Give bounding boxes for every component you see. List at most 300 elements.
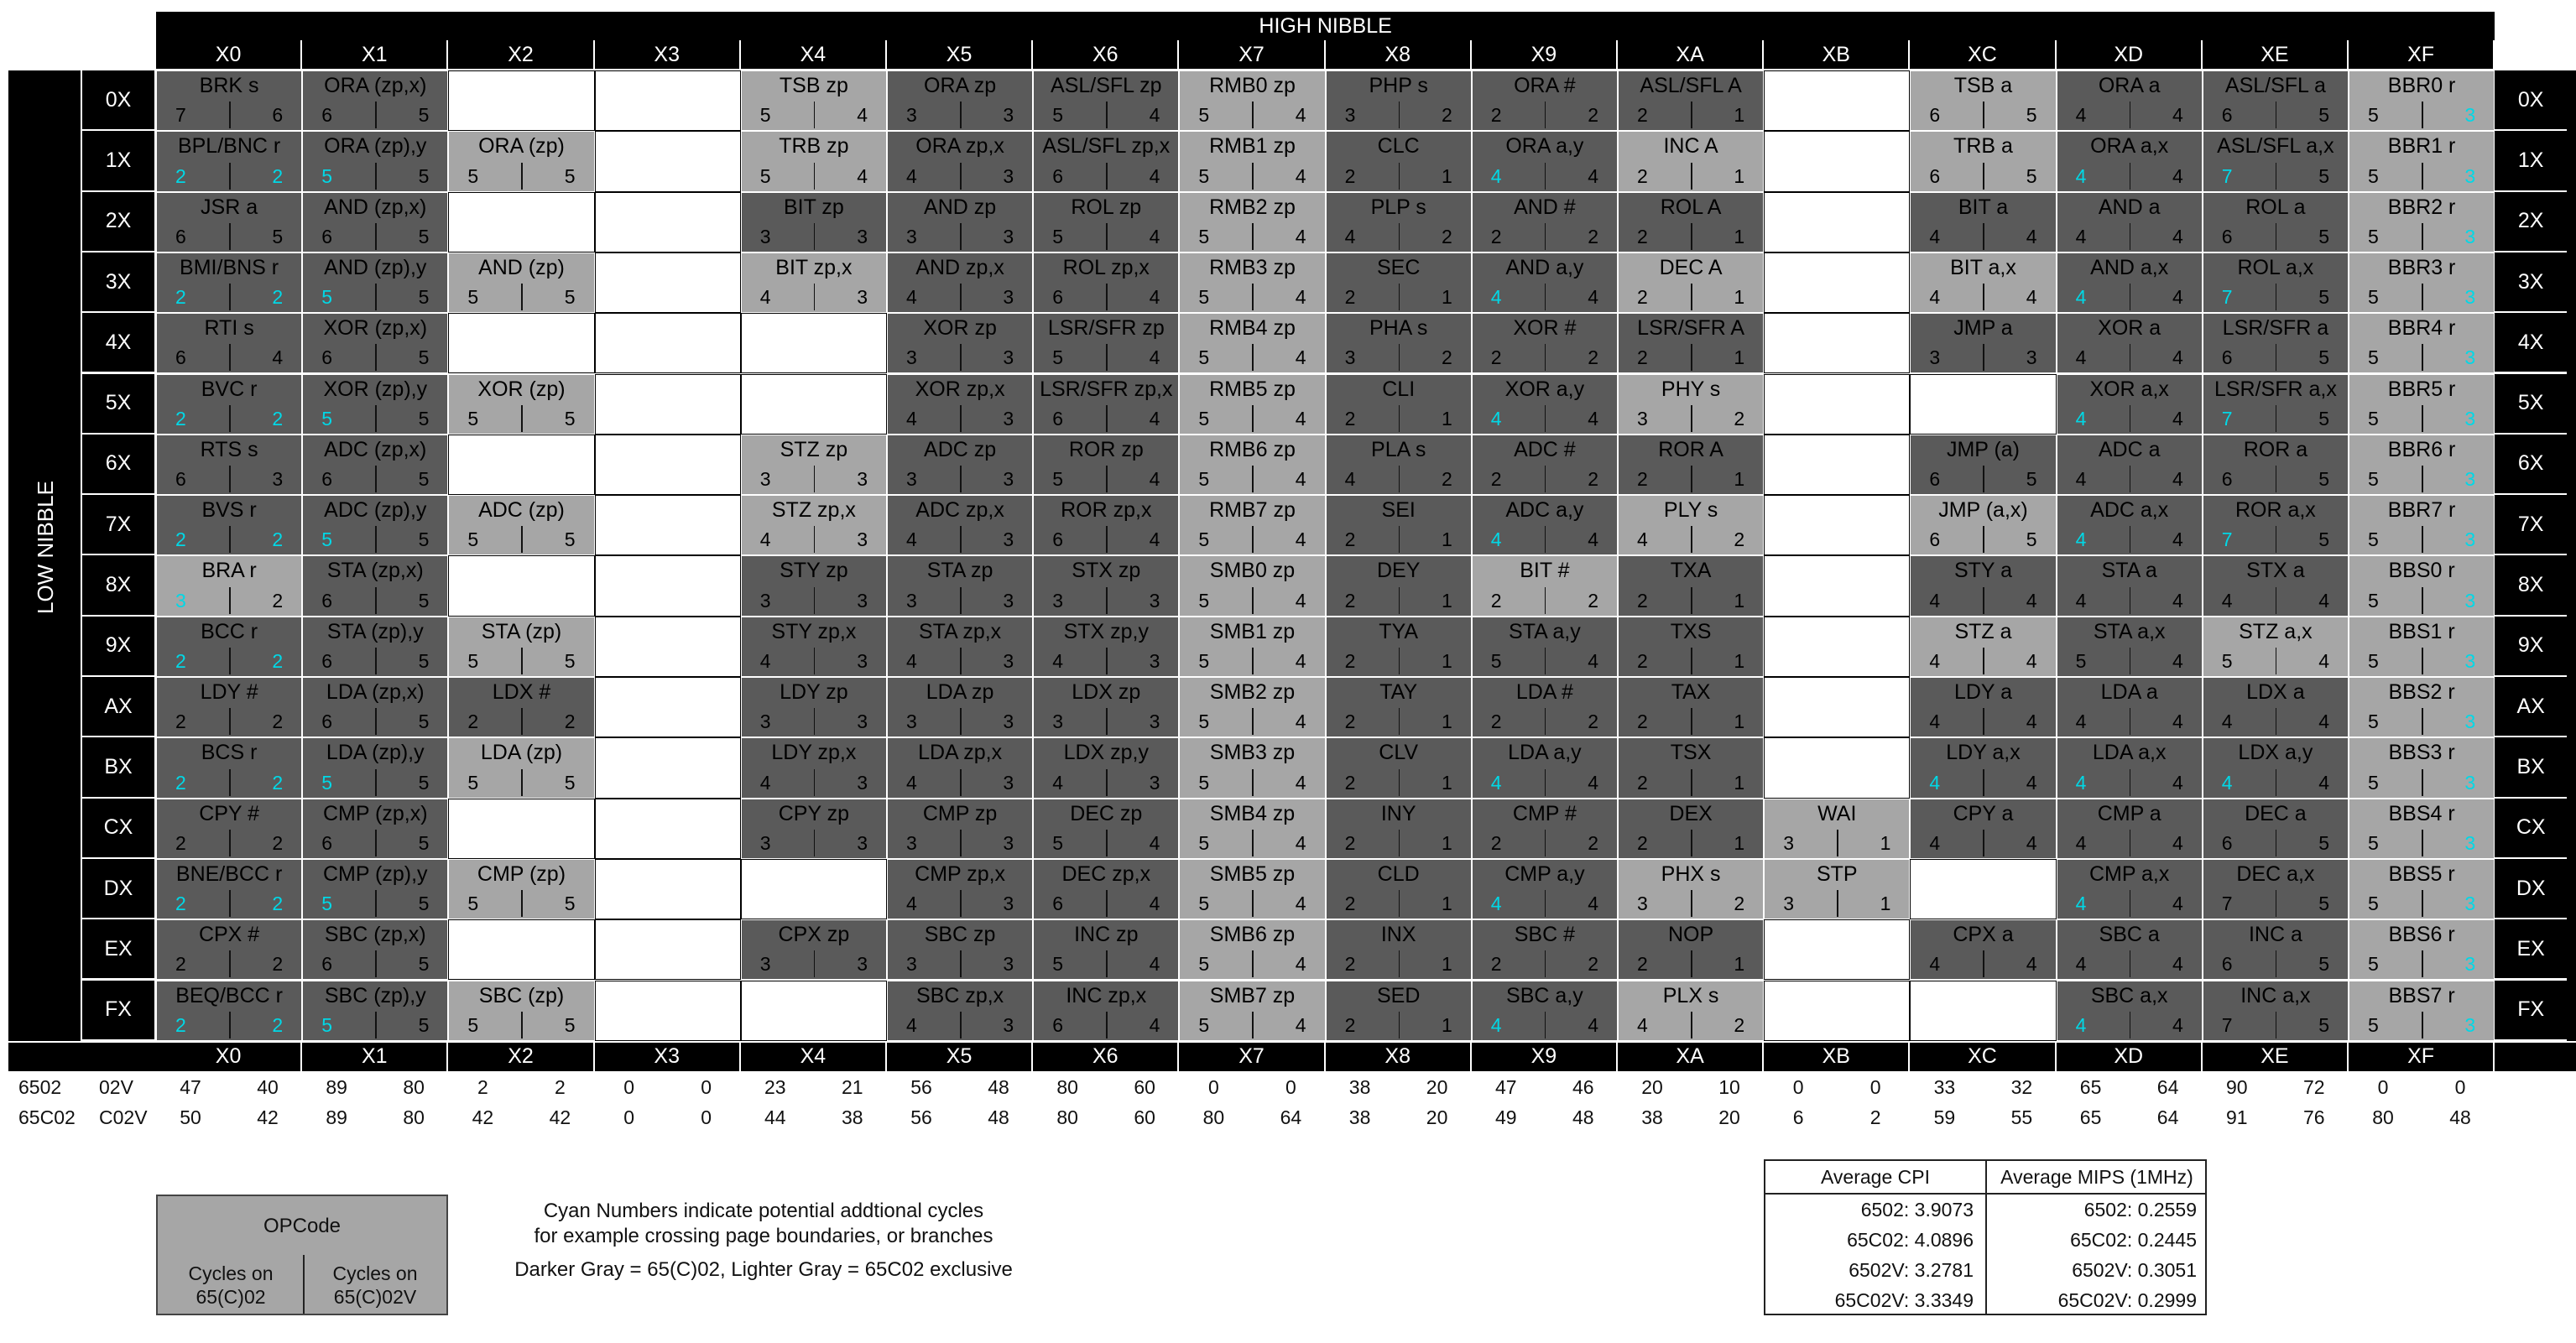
cycles-65c02v: 4: [1588, 286, 1598, 309]
cycles-65c02: 3: [1783, 893, 1794, 915]
opcode-mnemonic: SBC zp,x: [915, 983, 1004, 1007]
opcode-cell-empty: [595, 799, 741, 859]
opcode-cell: [302, 799, 448, 859]
cycles-65c02: 2: [1637, 225, 1648, 247]
opcode-cell: [1179, 677, 1325, 737]
cycles-65c02: 2: [175, 407, 186, 429]
cycles-65c02v: 3: [857, 286, 868, 309]
opcode-cell: [1618, 981, 1764, 1041]
cycles-65c02v: 4: [2172, 225, 2183, 247]
cycles-65c02: 2: [175, 953, 186, 976]
cycles-65c02: 5: [2368, 528, 2379, 551]
cycles-65c02v: 4: [2318, 711, 2329, 733]
row-header-left-6X: 6X: [82, 435, 154, 493]
opcode-cell: [302, 737, 448, 798]
note-line2: for example crossing page boundaries, or branches: [534, 1225, 993, 1247]
cycles-65c02v: 2: [1734, 893, 1745, 915]
cycle-divider: [2130, 708, 2131, 735]
cycles-65c02: 2: [1344, 589, 1356, 612]
cycle-divider: [2276, 1012, 2277, 1038]
cycle-divider: [229, 769, 231, 796]
cycles-65c02: 3: [1052, 589, 1063, 612]
cycles-65c02: 3: [759, 468, 771, 491]
cycles-65c02: 5: [1198, 953, 1210, 976]
cycles-65c02: 4: [2075, 1013, 2087, 1036]
opcode-cell: [448, 981, 594, 1041]
cycles-65c02: 2: [1344, 1013, 1356, 1036]
cycles-65c02v: 1: [1734, 711, 1745, 733]
opcode-cell: [2203, 374, 2349, 435]
cycles-65c02v: 2: [272, 407, 284, 429]
opcode-cell: [2349, 252, 2495, 313]
count-value-65c02: 38: [1348, 1106, 1371, 1128]
cycles-65c02: 2: [1490, 711, 1502, 733]
avg-cpi-65c02: 65C02: 4.0896: [1847, 1229, 1974, 1251]
cycle-divider: [960, 102, 962, 128]
opcode-cell: [156, 859, 302, 919]
opcode-mnemonic: BBR1 r: [2387, 134, 2456, 159]
cycles-65c02: 2: [467, 711, 479, 733]
cycles-65c02v: 3: [2464, 771, 2476, 794]
count-value-65c02v: 40: [257, 1075, 279, 1098]
opcode-cell: [1618, 252, 1764, 313]
cycles-65c02: 5: [1198, 346, 1210, 369]
cycles-65c02v: 1: [1441, 164, 1452, 187]
count-value-65c02v: 42: [257, 1106, 279, 1128]
opcode-cell: [302, 677, 448, 737]
cycle-divider: [375, 102, 377, 128]
cycles-65c02: 4: [2221, 711, 2233, 733]
row-header-right-1X: 1X: [2495, 131, 2567, 190]
opcode-cell: [2349, 859, 2495, 919]
cycles-65c02: 3: [906, 225, 917, 247]
opcode-mnemonic: XOR zp,x: [915, 377, 1005, 401]
cycles-65c02v: 3: [857, 771, 868, 794]
cycles-65c02v: 4: [1588, 407, 1598, 429]
cycles-65c02v: 4: [2172, 286, 2183, 309]
cycle-divider: [1545, 830, 1546, 856]
cycles-65c02v: 3: [2464, 468, 2476, 491]
cycles-65c02: 2: [1490, 589, 1502, 612]
col-header-top-X6: X6: [1033, 40, 1177, 69]
cycle-divider: [375, 466, 377, 492]
cycles-65c02: 7: [2221, 164, 2233, 187]
opcode-cell-empty: [448, 70, 594, 131]
cycle-divider: [2130, 648, 2131, 674]
cycles-65c02v: 5: [2318, 286, 2329, 309]
opcode-cell: [156, 981, 302, 1041]
cycles-65c02: 3: [759, 953, 771, 976]
opcode-mnemonic: CMP a,y: [1504, 861, 1585, 886]
opcode-mnemonic: LDY a,x: [1946, 741, 2021, 765]
cycles-65c02: 6: [1052, 893, 1063, 915]
cycles-65c02: 4: [1637, 1013, 1648, 1036]
opcode-cell: [1033, 131, 1179, 191]
opcode-mnemonic: ORA a,x: [2090, 134, 2169, 159]
cycles-65c02: 2: [175, 771, 186, 794]
cycles-65c02: 4: [2075, 711, 2087, 733]
cycles-65c02: 2: [1344, 407, 1356, 429]
cycle-divider: [2422, 405, 2423, 432]
cycles-65c02v: 4: [1295, 346, 1306, 369]
opcode-mnemonic: AND zp,x: [915, 255, 1004, 279]
cycles-65c02: 6: [1052, 164, 1063, 187]
cycles-65c02v: 3: [2464, 346, 2476, 369]
cycles-65c02: 6: [2221, 468, 2233, 491]
opcode-cell: [1910, 799, 2056, 859]
opcode-cell: [1033, 859, 1179, 919]
count-value-65c02: 42: [472, 1106, 494, 1128]
opcode-mnemonic: JMP (a): [1946, 437, 2021, 461]
cycles-65c02v: 4: [1149, 346, 1160, 369]
opcode-cell: [741, 799, 887, 859]
count-value-65c02: 0: [1207, 1075, 1219, 1098]
row-header-left-AX: AX: [82, 677, 154, 736]
opcode-cell: [1326, 252, 1472, 313]
cycles-65c02: 6: [1929, 164, 1941, 187]
cycles-65c02: 5: [467, 893, 479, 915]
cycles-65c02: 6: [2221, 104, 2233, 127]
cycles-65c02: 4: [1490, 286, 1502, 309]
opcode-cell: [1618, 192, 1764, 252]
cycle-divider: [1691, 466, 1692, 492]
opcode-cell: [741, 70, 887, 131]
cycle-divider: [375, 708, 377, 735]
cycles-65c02v: 4: [2026, 589, 2037, 612]
opcode-mnemonic: ROL a,x: [2237, 255, 2314, 279]
count-value-65c02: 80: [1056, 1075, 1078, 1098]
opcode-cell: [156, 70, 302, 131]
cycles-65c02v: 1: [1734, 953, 1745, 976]
opcode-cell: [2057, 252, 2203, 313]
cycle-divider: [2276, 405, 2277, 432]
cycles-65c02: 4: [1929, 771, 1941, 794]
count-value-65c02v: 64: [2156, 1106, 2179, 1128]
cycles-65c02: 5: [2368, 831, 2379, 854]
cycle-divider: [2130, 163, 2131, 190]
cycle-divider: [1399, 344, 1400, 371]
opcode-cell-empty: [448, 435, 594, 495]
cycles-65c02: 6: [1052, 528, 1063, 551]
row-header-right-FX: FX: [2495, 981, 2567, 1039]
col-header-top-XE: XE: [2203, 40, 2347, 69]
cycles-65c02: 3: [759, 589, 771, 612]
opcode-mnemonic: STX zp: [1072, 559, 1141, 583]
opcode-cell-empty: [1764, 495, 1910, 555]
cycles-65c02v: 3: [2464, 711, 2476, 733]
opcode-cell: [156, 799, 302, 859]
cycles-65c02v: 5: [418, 893, 430, 915]
cycles-65c02: 7: [2221, 1013, 2233, 1036]
row-header-right-3X: 3X: [2495, 252, 2567, 311]
opcode-mnemonic: STZ zp,x: [771, 498, 856, 523]
cycles-65c02v: 3: [1003, 953, 1014, 976]
cycles-65c02v: 3: [1003, 589, 1014, 612]
opcode-mnemonic: CPX a: [1953, 923, 2014, 947]
cycle-divider: [2130, 769, 2131, 796]
cycles-65c02v: 2: [272, 164, 284, 187]
cycles-65c02v: 3: [1149, 649, 1160, 672]
cycle-divider: [2422, 769, 2423, 796]
cycle-divider: [1545, 587, 1546, 614]
opcode-mnemonic: CPY zp: [778, 801, 850, 825]
cycles-65c02v: 3: [1149, 589, 1160, 612]
row-header-left-EX: EX: [82, 919, 154, 978]
cycle-divider: [2422, 648, 2423, 674]
opcode-mnemonic: STA zp: [926, 559, 993, 583]
cycles-65c02v: 4: [1149, 286, 1160, 309]
opcode-cell: [156, 131, 302, 191]
opcode-mnemonic: ORA (zp): [478, 134, 565, 159]
col-header-top-X9: X9: [1472, 40, 1616, 69]
count-value-65c02: 80: [1056, 1106, 1078, 1128]
cycles-65c02v: 4: [2172, 711, 2183, 733]
opcode-cell: [156, 252, 302, 313]
cycles-65c02: 6: [175, 225, 186, 247]
cycles-65c02v: 1: [1734, 831, 1745, 854]
cycles-65c02: 5: [1198, 831, 1210, 854]
cycle-divider: [1399, 890, 1400, 917]
legend-right-line2: 65(C)02V: [333, 1286, 417, 1308]
opcode-cell: [2349, 981, 2495, 1041]
opcode-mnemonic: RMB4 zp: [1209, 316, 1296, 341]
opcode-mnemonic: JMP (a,x): [1938, 498, 2028, 523]
opcode-cell: [1033, 981, 1179, 1041]
opcode-mnemonic: CLC: [1377, 134, 1420, 159]
count-value-65c02v: 32: [2010, 1075, 2033, 1098]
cycles-65c02v: 1: [1734, 286, 1745, 309]
opcode-mnemonic: STY zp,x: [771, 619, 857, 643]
opcode-mnemonic: LSR/SFR zp: [1047, 316, 1165, 341]
cycles-65c02: 3: [1929, 346, 1941, 369]
cycle-divider: [1545, 223, 1546, 250]
cycles-65c02v: 2: [1588, 468, 1598, 491]
cycles-65c02v: 1: [1441, 407, 1452, 429]
opcode-cell: [448, 131, 594, 191]
count-value-65c02: 44: [764, 1106, 786, 1128]
cycle-divider: [814, 526, 816, 553]
cycle-divider: [229, 950, 231, 977]
cycles-65c02: 6: [321, 104, 332, 127]
opcode-mnemonic: LDY zp: [780, 680, 848, 704]
opcode-cell: [1618, 495, 1764, 555]
cycles-65c02: 5: [2368, 953, 2379, 976]
opcode-cell-empty: [1910, 981, 2056, 1041]
opcode-cell-empty: [595, 677, 741, 737]
opcode-cell: [2203, 131, 2349, 191]
cycles-65c02v: 3: [2464, 225, 2476, 247]
cycle-divider: [2276, 830, 2277, 856]
cycles-65c02v: 4: [1588, 893, 1598, 915]
opcode-cell: [2057, 435, 2203, 495]
opcode-cell: [448, 859, 594, 919]
opcode-cell: [2349, 737, 2495, 798]
cycles-65c02: 4: [1929, 649, 1941, 672]
opcode-cell: [448, 495, 594, 555]
opcode-cell: [1179, 617, 1325, 677]
cycle-divider: [2276, 708, 2277, 735]
opcode-cell: [1326, 374, 1472, 435]
cycle-divider: [2276, 890, 2277, 917]
count-value-65c02: 20: [1641, 1075, 1663, 1098]
opcode-mnemonic: INC a: [2248, 923, 2302, 947]
opcode-mnemonic: BRA r: [201, 559, 257, 583]
cycles-65c02: 4: [1490, 164, 1502, 187]
opcode-cell: [302, 70, 448, 131]
cycles-65c02v: 4: [2172, 893, 2183, 915]
cycles-65c02v: 4: [1295, 649, 1306, 672]
opcode-mnemonic: BBS0 r: [2388, 559, 2455, 583]
cycle-divider: [1252, 163, 1254, 190]
cycles-65c02: 5: [1198, 1013, 1210, 1036]
cycle-divider: [1106, 405, 1108, 432]
opcode-cell: [1179, 919, 1325, 980]
opcode-mnemonic: RMB2 zp: [1209, 195, 1296, 219]
cycles-65c02: 5: [1198, 893, 1210, 915]
opcode-cell: [448, 677, 594, 737]
count-value-65c02v: 0: [2454, 1075, 2466, 1098]
cycles-65c02v: 5: [418, 164, 430, 187]
cycles-65c02: 4: [906, 528, 917, 551]
row-header-right-9X: 9X: [2495, 617, 2567, 675]
cycles-65c02: 5: [2075, 649, 2087, 672]
opcode-cell-empty: [1764, 677, 1910, 737]
opcode-mnemonic: AND (zp),y: [324, 255, 427, 279]
cycles-65c02: 2: [1637, 589, 1648, 612]
cycles-65c02: 3: [1637, 407, 1648, 429]
opcode-mnemonic: SBC a,x: [2090, 983, 2168, 1007]
opcode-cell: [1326, 737, 1472, 798]
cycles-65c02: 4: [2075, 407, 2087, 429]
opcode-mnemonic: INC A: [1663, 134, 1718, 159]
cycles-65c02v: 3: [1003, 164, 1014, 187]
opcode-cell-empty: [448, 313, 594, 373]
cycles-65c02v: 2: [272, 528, 284, 551]
cycle-divider: [1545, 163, 1546, 190]
cycle-divider: [1545, 526, 1546, 553]
opcode-mnemonic: BBS3 r: [2388, 741, 2455, 765]
cycle-divider: [229, 526, 231, 553]
cycles-65c02: 2: [175, 649, 186, 672]
avg-mips-header: Average MIPS (1MHz): [1987, 1161, 2207, 1195]
cycle-divider: [960, 405, 962, 432]
cycle-divider: [2130, 950, 2131, 977]
cycles-65c02: 4: [1490, 771, 1502, 794]
count-value-65c02: 0: [2377, 1075, 2389, 1098]
cycles-65c02: 4: [906, 893, 917, 915]
cycles-65c02v: 2: [272, 711, 284, 733]
cycles-65c02v: 5: [2318, 468, 2329, 491]
cycle-divider: [375, 223, 377, 250]
cycle-divider: [1983, 587, 1984, 614]
cycles-65c02v: 2: [1441, 468, 1452, 491]
cycle-divider: [2130, 284, 2131, 310]
count-value-65c02v: 38: [842, 1106, 863, 1128]
opcode-cell-empty: [1764, 192, 1910, 252]
opcode-mnemonic: JSR a: [201, 195, 258, 219]
cycles-65c02: 4: [2075, 104, 2087, 127]
count-value-65c02: 2: [477, 1075, 488, 1098]
opcode-cell: [2057, 70, 2203, 131]
cycles-65c02: 5: [467, 528, 479, 551]
opcode-mnemonic: STA (zp): [481, 619, 562, 643]
opcode-cell: [1618, 555, 1764, 616]
opcode-cell-empty: [1764, 435, 1910, 495]
cycle-divider: [1691, 587, 1692, 614]
opcode-cell: [741, 495, 887, 555]
cycles-65c02: 6: [175, 346, 186, 369]
cycle-divider: [2130, 102, 2131, 128]
cycle-divider: [1545, 708, 1546, 735]
opcode-mnemonic: BBS6 r: [2388, 923, 2455, 947]
opcode-mnemonic: LDA (zp),y: [326, 741, 425, 765]
opcode-mnemonic: STZ a,x: [2239, 619, 2313, 643]
opcode-mnemonic: ADC zp,x: [915, 498, 1004, 523]
cycle-divider: [1399, 830, 1400, 856]
cycles-65c02v: 4: [1588, 1013, 1598, 1036]
cycles-65c02: 4: [2075, 953, 2087, 976]
cycle-divider: [2130, 405, 2131, 432]
opcode-cell: [302, 555, 448, 616]
cycles-65c02v: 4: [1149, 164, 1160, 187]
cycles-65c02: 5: [2368, 1013, 2379, 1036]
count-value-65c02v: 48: [2449, 1106, 2471, 1128]
cycles-65c02: 3: [906, 104, 917, 127]
opcode-mnemonic: LDA a,y: [1508, 741, 1582, 765]
cycle-divider: [1399, 1012, 1400, 1038]
opcode-cell: [2057, 192, 2203, 252]
opcode-cell: [1326, 313, 1472, 373]
opcode-mnemonic: BCC r: [201, 619, 258, 643]
cycles-65c02v: 4: [2172, 528, 2183, 551]
cycle-divider: [1106, 648, 1108, 674]
opcode-mnemonic: SED: [1376, 983, 1421, 1007]
cycle-divider: [960, 1012, 962, 1038]
opcode-cell: [156, 555, 302, 616]
opcode-mnemonic: LDX zp: [1072, 680, 1141, 704]
cycles-65c02: 4: [1929, 225, 1941, 247]
opcode-mnemonic: DEC a: [2245, 801, 2307, 825]
cycles-65c02v: 4: [2026, 831, 2037, 854]
count-value-65c02: 47: [1495, 1075, 1517, 1098]
opcode-cell: [2057, 313, 2203, 373]
opcode-cell: [1033, 435, 1179, 495]
opcode-cell: [741, 252, 887, 313]
cycle-divider: [1399, 466, 1400, 492]
cycles-65c02: 4: [1929, 589, 1941, 612]
opcode-cell: [2349, 555, 2495, 616]
opcode-cell: [1618, 435, 1764, 495]
cycles-65c02v: 4: [1149, 528, 1160, 551]
cycles-65c02: 4: [906, 286, 917, 309]
cycles-65c02: 2: [1344, 893, 1356, 915]
cycles-65c02v: 4: [1588, 528, 1598, 551]
col-header-top-X2: X2: [448, 40, 592, 69]
opcode-mnemonic: RTI s: [204, 316, 254, 341]
cycle-divider: [1691, 102, 1692, 128]
cycle-divider: [814, 223, 816, 250]
opcode-mnemonic: TRB zp: [779, 134, 849, 159]
opcode-cell: [2203, 617, 2349, 677]
opcode-mnemonic: LDY #: [200, 680, 258, 704]
cycles-65c02: 6: [321, 589, 332, 612]
cycle-divider: [1837, 890, 1838, 917]
opcode-cell: [1326, 859, 1472, 919]
row-header-left-5X: 5X: [82, 374, 154, 433]
opcode-cell-empty: [595, 981, 741, 1041]
count-value-65c02: 89: [326, 1106, 347, 1128]
opcode-cell: [2057, 737, 2203, 798]
